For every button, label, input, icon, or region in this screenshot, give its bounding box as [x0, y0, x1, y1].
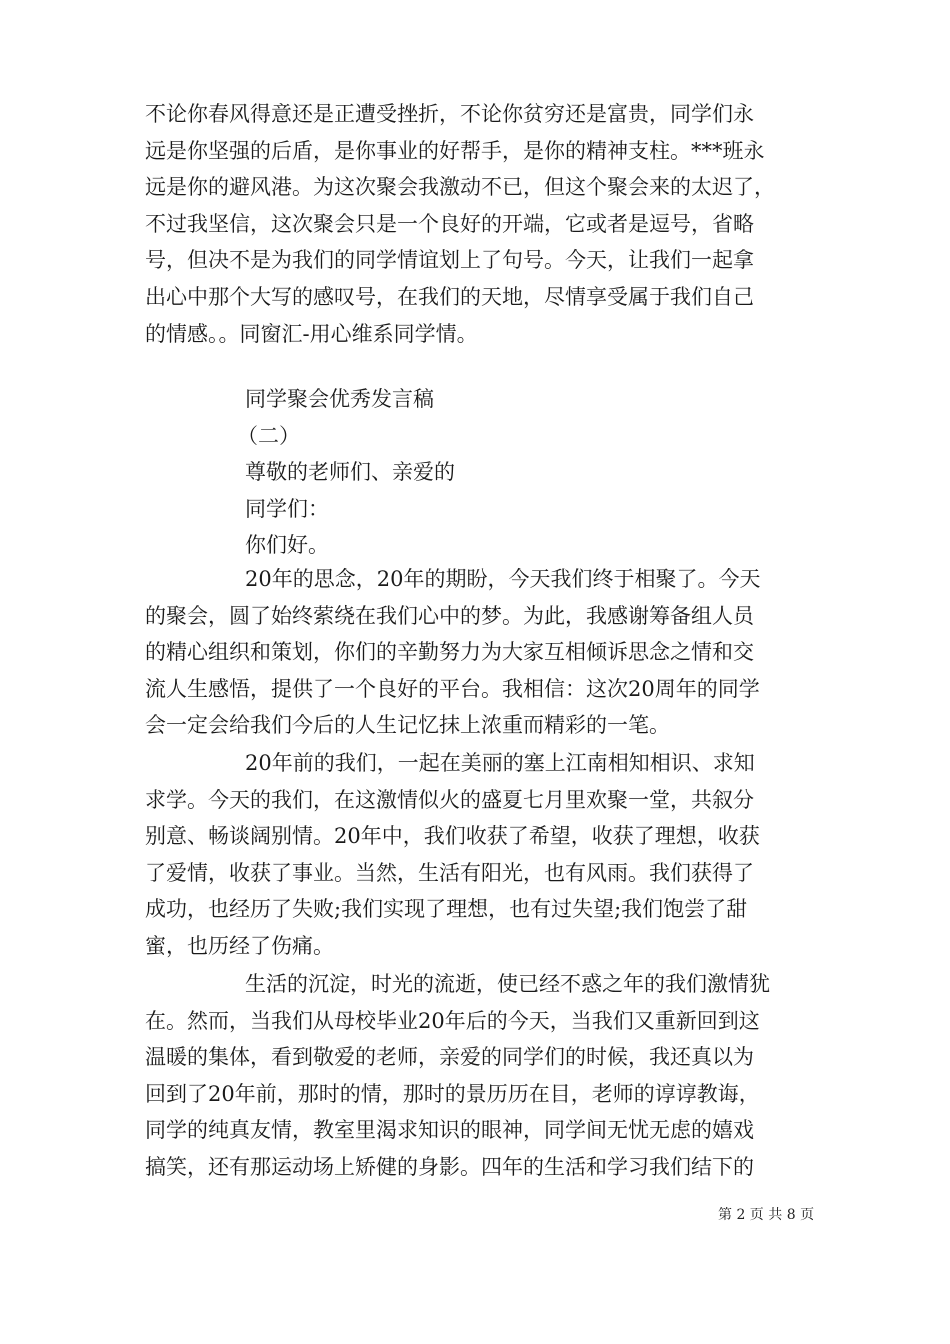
- paragraph-1: [145, 561, 825, 744]
- text-line: 远是你坚强的后盾，是你事业的好帮手，是你的精神支柱。***班永: [145, 138, 765, 163]
- text-line: 20年前的我们，一起在美丽的塞上江南相知相识、求知: [245, 751, 755, 775]
- text-line: 远是你的避风港。为这次聚会我激动不已，但这个聚会来的太迟了，: [145, 175, 775, 200]
- text-line: 会一定会给我们今后的人生记忆抹上浓重而精彩的一笔。: [145, 713, 670, 738]
- text-line: 流人生感悟，提供了一个良好的平台。我相信：这次20周年的同学: [145, 676, 760, 701]
- text-line: 成功，也经历了失败;我们实现了理想，也有过失望;我们饱尝了甜: [145, 897, 748, 922]
- text-line: 不论你春风得意还是正遭受挫折，不论你贫穷还是富贵，同学们永: [145, 102, 754, 126]
- speech-title: 同学聚会优秀发言稿: [245, 387, 434, 411]
- text-line: 号，但决不是为我们的同学情谊划上了句号。今天，让我们一起拿: [145, 248, 754, 273]
- text-block-intro: [145, 96, 825, 352]
- text-line: 回到了20年前，那时的情，那时的景历历在目，老师的谆谆教诲，: [145, 1081, 760, 1106]
- text-line: 生活的沉淀，时光的流逝，使已经不惑之年的我们激情犹: [245, 972, 770, 996]
- text-line: 别意、畅谈阔别情。20年中，我们收获了希望，收获了理想，收获: [145, 824, 760, 849]
- greeting-line: 你们好。: [245, 533, 329, 558]
- text-line: 不过我坚信，这次聚会只是一个良好的开端，它或者是逗号，省略: [145, 211, 754, 236]
- paragraph-3: [145, 966, 825, 1186]
- salutation-line: 同学们：: [245, 496, 329, 521]
- text-line: 蜜，也历经了伤痛。: [145, 933, 334, 958]
- page-number: 第 2 页 共 8 页: [718, 1207, 815, 1223]
- text-line: 搞笑，还有那运动场上矫健的身影。四年的生活和学习我们结下的: [145, 1154, 754, 1179]
- text-line: 了爱情，收获了事业。当然，生活有阳光，也有风雨。我们获得了: [145, 860, 754, 885]
- text-line: 的精心组织和策划，你们的辛勤努力为大家互相倾诉思念之情和交: [145, 640, 754, 665]
- section-number: （二）: [237, 423, 300, 448]
- text-line: 的情感。。同窗汇-用心维系同学情。: [145, 321, 478, 346]
- text-line: 20年的思念，20年的期盼，今天我们终于相聚了。今天: [245, 567, 761, 591]
- text-line: 出心中那个大写的感叹号，在我们的天地，尽情享受属于我们自己: [145, 284, 754, 309]
- text-line: 求学。今天的我们，在这激情似火的盛夏七月里欢聚一堂，共叙分: [145, 787, 754, 812]
- text-line: 在。然而，当我们从母校毕业20年后的今天，当我们又重新回到这: [145, 1008, 760, 1033]
- text-line: 的聚会，圆了始终萦绕在我们心中的梦。为此，我感谢筹备组人员: [145, 603, 754, 628]
- paragraph-2: [145, 745, 825, 965]
- text-line: 同学的纯真友情，教室里渴求知识的眼神，同学间无忧无虑的嬉戏: [145, 1118, 754, 1143]
- text-line: 温暖的集体，看到敬爱的老师，亲爱的同学们的时候，我还真以为: [145, 1045, 754, 1070]
- salutation-line: 尊敬的老师们、亲爱的: [245, 460, 455, 485]
- speech-heading: [145, 381, 825, 564]
